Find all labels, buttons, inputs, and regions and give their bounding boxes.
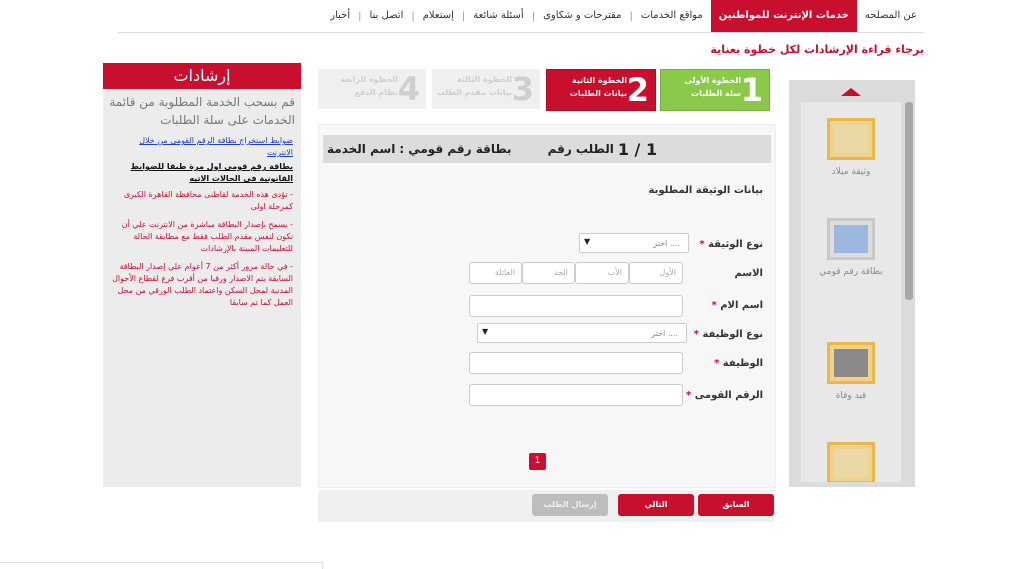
service-card-national-id[interactable]: [811, 218, 891, 279]
service-card-death[interactable]: [811, 342, 891, 403]
job-label: [714, 358, 763, 369]
step-1-basket[interactable]: [660, 69, 770, 111]
guidance-panel: [103, 63, 301, 487]
picture-frame-icon: [827, 442, 875, 482]
send-request-button[interactable]: إرسال الطلب: [532, 494, 608, 516]
step-subtitle: نظام الدفع: [354, 88, 398, 97]
portrait-frame-icon: [827, 342, 875, 384]
guidance-title: إرشادات: [103, 63, 301, 89]
next-button[interactable]: التالي: [618, 494, 694, 516]
guidance-note-1: - تؤدى هذه الخدمة لقاطنى محافظة القاهرة الكبرى كمرحلة اولى: [123, 190, 293, 211]
nav-divider: [118, 32, 924, 33]
job-text: الوظيفة: [722, 358, 763, 369]
step-title: الخطوة الثالثة: [457, 75, 512, 84]
required-mark: *: [711, 300, 717, 311]
nav-separator: |: [411, 10, 415, 22]
job-type-text: نوع الوظيفة: [702, 329, 763, 340]
instructions-notice: برجاء قراءة الإرشادات لكل خطوة بعناية: [710, 43, 924, 56]
request-form: [318, 124, 776, 488]
chevron-down-icon: ▼: [584, 237, 591, 246]
step-title: الخطوة الرابعة: [340, 75, 398, 84]
services-carousel: [789, 80, 915, 487]
mother-name-input[interactable]: [469, 295, 683, 317]
doc-type-text: نوع الوثيقة: [708, 239, 763, 250]
nav-about[interactable]: عن المصلحه: [864, 10, 917, 21]
carousel-viewport: [801, 102, 901, 482]
national-id-label: [686, 390, 763, 401]
guidance-intro: قم بسحب الخدمة المطلوبة من قائمة الخدمات على سلة الطلبات: [109, 95, 295, 127]
select-placeholder: اختر ....: [653, 239, 680, 248]
service-card-label: بطاقة رقم قومي: [819, 267, 883, 277]
step-number: 1: [740, 71, 763, 109]
picture-frame-icon: [827, 118, 875, 160]
chevron-down-icon: ▼: [482, 327, 489, 336]
guidance-heading: بطاقة رقم قومى اول مرة طبقا للضوابط القانونية فى الحالات الاتيه: [130, 162, 293, 183]
select-placeholder: اختر ....: [651, 329, 678, 338]
id-card-icon: [827, 218, 875, 260]
name-label: [734, 268, 763, 279]
step-subtitle: بيانات الطلبات: [569, 89, 627, 98]
step-number: 4: [397, 70, 420, 108]
guidance-note-2: - يسمح بإصدار البطاقة مباشرة من الانترنت علي أن تكون لنفس مقدم الطلب فقط مع مطابقة الحالة للتعليمات المبينة بالإرشادات: [121, 220, 293, 253]
nav-separator: |: [629, 10, 633, 22]
family-name-input[interactable]: العائلة: [469, 262, 522, 284]
form-actions: [318, 490, 774, 522]
nav-news[interactable]: أخبار: [330, 10, 351, 21]
mother-name-label: [711, 300, 763, 311]
nav-separator: |: [461, 10, 466, 22]
required-mark: *: [714, 358, 720, 369]
service-name: بطاقة رقم قومي: [408, 142, 512, 156]
service-card-next[interactable]: [811, 442, 891, 482]
step-title: الخطوة الثانية: [572, 76, 627, 85]
service-colon: :: [399, 142, 405, 156]
step-subtitle: بيانات مقدم الطلب: [436, 88, 512, 97]
father-name-input[interactable]: الأب: [575, 262, 629, 284]
service-label: اسم الخدمة: [327, 142, 396, 156]
top-navigation: [325, 0, 925, 32]
nav-separator: |: [358, 10, 362, 22]
mother-name-text: اسم الام: [720, 300, 763, 311]
carousel-scrollbar[interactable]: [905, 102, 913, 300]
job-input[interactable]: [469, 352, 683, 374]
nav-separator: |: [531, 10, 536, 22]
national-id-input[interactable]: [469, 384, 683, 406]
doc-type-label: [699, 239, 763, 250]
guidance-note-3: - في حالة مرور أكثر من 7 أعوام علي إصدار البطاقة السابقة يتم الاصدار ورقيا من أقرب فرع لقطاع الأحوال المدنية لمحل السكن واعتماد الطلب الورقي من محل العمل كما تم سابقا: [112, 262, 293, 307]
name-text: الاسم: [734, 268, 763, 279]
job-type-select[interactable]: [477, 323, 687, 343]
pagination-page-1[interactable]: 1: [529, 453, 546, 470]
service-card-label: وثيقة ميلاد: [831, 167, 871, 177]
step-3-applicant-data: [432, 69, 540, 109]
guidance-body: [103, 129, 301, 321]
step-number: 2: [626, 71, 649, 109]
previous-button[interactable]: السابق: [698, 494, 774, 516]
required-mark: *: [693, 329, 699, 340]
job-type-label: [694, 329, 763, 340]
service-card-birth[interactable]: [811, 118, 891, 179]
nav-citizen-services[interactable]: خدمات الإنترنت للمواطنين: [711, 0, 857, 32]
national-id-text: الرقم القومى: [694, 390, 763, 401]
nav-suggestions[interactable]: مقترحات و شكاوى: [543, 10, 622, 21]
service-card-label: قيد وفاة: [835, 391, 867, 401]
rules-link[interactable]: ضوابط استخراج بطاقة الرقم القومى من خلال الانترنت: [139, 136, 293, 157]
nav-contact[interactable]: اتصل بنا: [369, 10, 404, 21]
step-number: 3: [511, 70, 534, 108]
request-number: 1 / 1: [617, 139, 658, 159]
request-number-label: الطلب رقم: [547, 142, 614, 156]
step-2-request-data[interactable]: [546, 69, 656, 111]
arrow-up-icon[interactable]: [841, 88, 861, 96]
section-title: بيانات الوثيقة المطلوبة: [648, 185, 763, 196]
required-mark: *: [686, 390, 692, 401]
nav-faq[interactable]: أسئلة شائعة: [473, 10, 524, 21]
step-4-payment: [318, 69, 426, 109]
nav-service-locations[interactable]: مواقع الخدمات: [640, 10, 703, 21]
nav-inquiry[interactable]: إستعلام: [422, 10, 454, 21]
step-title: الخطوة الأولى: [684, 76, 741, 85]
doc-type-select[interactable]: [579, 233, 689, 253]
service-bar: [323, 135, 771, 163]
step-subtitle: سلة الطلبات: [691, 89, 741, 98]
first-name-input[interactable]: الأول: [629, 262, 683, 284]
required-mark: *: [699, 239, 705, 250]
grandfather-name-input[interactable]: الجد: [522, 262, 575, 284]
